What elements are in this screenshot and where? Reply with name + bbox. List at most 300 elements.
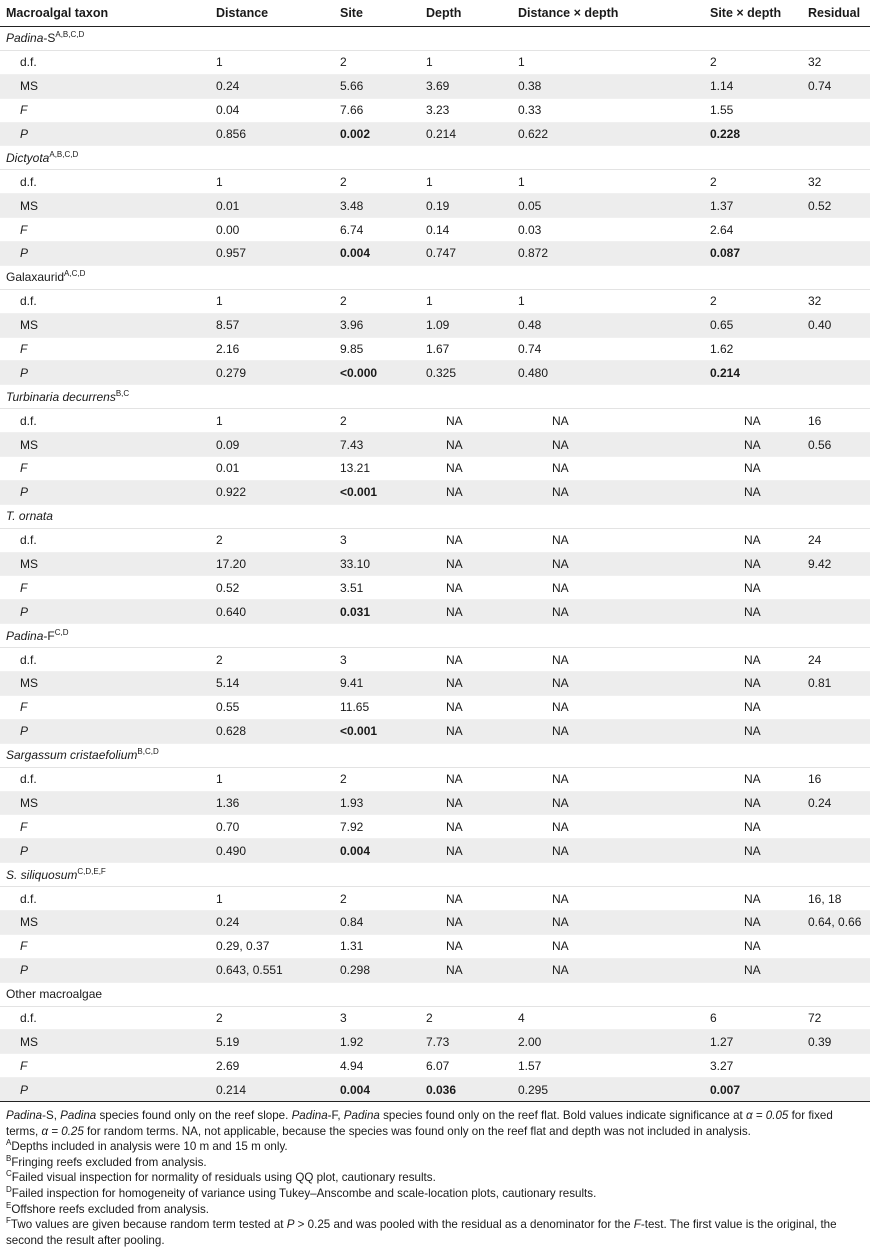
stat-value: 1.27 [702, 1030, 808, 1054]
stat-value [808, 719, 870, 743]
stat-value: NA [702, 672, 808, 696]
stat-value: 2 [702, 50, 808, 74]
stat-value: 0.38 [514, 74, 702, 98]
footnote-b: $^B$Fringing reefs excluded from analysis. [6, 1154, 207, 1169]
stat-row [0, 552, 870, 576]
stat-value: 2 [338, 289, 426, 313]
stat-row [0, 218, 870, 242]
stat-value: 1 [204, 289, 338, 313]
stat-value: 1.36 [204, 791, 338, 815]
stat-label: d.f. [0, 170, 204, 194]
stat-value: NA [426, 457, 514, 481]
header-site: Site [338, 0, 426, 27]
stat-value: NA [514, 480, 702, 504]
stat-value: 5.14 [204, 672, 338, 696]
stat-value: 1 [514, 50, 702, 74]
stat-label: MS [0, 910, 204, 934]
stat-row [0, 242, 870, 266]
footnote-general: Padina-S, Padina species found only on the reef slope. Padina-F, Padina species found only on the reef flat. Bold values indicate significance at α = 0.05 for fixed terms, α = 0.25 for random terms. NA, not applicable, because the species was found only on the reef flat and depth was not included in analysis. [6, 1109, 833, 1138]
taxon-row [0, 27, 870, 51]
stat-value: 0.004 [338, 242, 426, 266]
stat-value: NA [426, 433, 514, 457]
stat-row [0, 791, 870, 815]
stat-value: 0.65 [702, 313, 808, 337]
stat-row [0, 409, 870, 433]
stat-row [0, 170, 870, 194]
stat-row [0, 289, 870, 313]
stat-row [0, 815, 870, 839]
taxon-name: Galaxaurid$^{A,C,D}$ [0, 265, 870, 289]
header-row [0, 0, 870, 27]
stat-label: F [0, 98, 204, 122]
stat-value: 13.21 [338, 457, 426, 481]
header-taxon: Macroalgal taxon [0, 0, 204, 27]
stat-value: 4.94 [338, 1054, 426, 1078]
stat-row [0, 887, 870, 911]
stat-value: 0.643, 0.551 [204, 958, 338, 982]
stat-value: 0.84 [338, 910, 426, 934]
stat-value: NA [514, 767, 702, 791]
stat-value [808, 242, 870, 266]
table-footnotes [0, 1102, 870, 1248]
stat-value: NA [426, 552, 514, 576]
stat-label: d.f. [0, 528, 204, 552]
stat-row [0, 337, 870, 361]
stat-label: MS [0, 791, 204, 815]
stat-value: 0.48 [514, 313, 702, 337]
stat-row [0, 122, 870, 146]
stat-value: 33.10 [338, 552, 426, 576]
stat-row [0, 839, 870, 863]
stat-value [808, 839, 870, 863]
stat-value: NA [702, 767, 808, 791]
stat-value: NA [702, 910, 808, 934]
stat-value: 7.66 [338, 98, 426, 122]
taxon-row [0, 863, 870, 887]
stat-value: 11.65 [338, 695, 426, 719]
stat-value: 2 [204, 648, 338, 672]
stat-value: 2 [338, 409, 426, 433]
taxon-name: Dictyota$^{A,B,C,D}$ [0, 146, 870, 170]
stat-value: 2 [338, 887, 426, 911]
stat-row [0, 1054, 870, 1078]
stat-value: 17.20 [204, 552, 338, 576]
stat-value: 1 [426, 170, 514, 194]
stat-value: 24 [808, 648, 870, 672]
stat-value: 0.922 [204, 480, 338, 504]
taxon-row [0, 146, 870, 170]
stat-row [0, 719, 870, 743]
taxon-row [0, 265, 870, 289]
stat-row [0, 767, 870, 791]
stat-value [808, 480, 870, 504]
footnote-d: $^D$Failed inspection for homogeneity of variance using Tukey–Anscombe and scale-location plots, cautionary results. [6, 1185, 597, 1201]
stat-value: NA [514, 695, 702, 719]
stat-value: NA [426, 958, 514, 982]
stat-value: NA [514, 887, 702, 911]
stat-value: 8.57 [204, 313, 338, 337]
stat-row [0, 695, 870, 719]
stat-value: 2.00 [514, 1030, 702, 1054]
stat-value: NA [426, 791, 514, 815]
stat-label: d.f. [0, 767, 204, 791]
stat-value: 0.29, 0.37 [204, 934, 338, 958]
stat-value: 0.05 [514, 194, 702, 218]
stat-value: 32 [808, 170, 870, 194]
stat-value: 0.74 [514, 337, 702, 361]
stat-value: 1 [514, 170, 702, 194]
stat-value: NA [426, 934, 514, 958]
stat-value: 0.04 [204, 98, 338, 122]
stat-value: 0.747 [426, 242, 514, 266]
stat-value: 0.628 [204, 719, 338, 743]
stat-value: 3.27 [702, 1054, 808, 1078]
stat-value: NA [426, 767, 514, 791]
stat-value: 2 [204, 528, 338, 552]
stat-value: NA [426, 719, 514, 743]
footnote-c: $^C$Failed visual inspection for normality of residuals using QQ plot, cautionary results. [6, 1169, 436, 1185]
stat-value: 0.622 [514, 122, 702, 146]
stat-value: NA [426, 672, 514, 696]
stat-row [0, 934, 870, 958]
stat-value [808, 600, 870, 624]
stat-row [0, 480, 870, 504]
stat-value: 3.96 [338, 313, 426, 337]
stat-value: NA [426, 648, 514, 672]
stat-value: 32 [808, 50, 870, 74]
stat-row [0, 433, 870, 457]
taxon-name: S. siliquosum$^{C,D,E,F}$ [0, 863, 870, 887]
stat-value: NA [702, 839, 808, 863]
stat-value: 9.42 [808, 552, 870, 576]
stat-value: NA [702, 934, 808, 958]
stat-row [0, 600, 870, 624]
stat-value: 0.24 [204, 74, 338, 98]
stat-value: 16 [808, 767, 870, 791]
stat-value: 72 [808, 1006, 870, 1030]
stat-label: P [0, 1078, 204, 1102]
stat-value: NA [514, 433, 702, 457]
stat-value: <0.001 [338, 480, 426, 504]
stat-value: NA [426, 528, 514, 552]
stat-value: 2 [338, 50, 426, 74]
taxon-name: Turbinaria decurrens$^{B,C}$ [0, 385, 870, 409]
stat-label: MS [0, 1030, 204, 1054]
stat-value [808, 361, 870, 385]
stat-value: 0.01 [204, 457, 338, 481]
stat-value: 0.52 [808, 194, 870, 218]
stat-label: d.f. [0, 1006, 204, 1030]
stat-label: P [0, 600, 204, 624]
stat-value: 7.43 [338, 433, 426, 457]
stat-value: <0.000 [338, 361, 426, 385]
stat-value: 0.214 [702, 361, 808, 385]
stat-value: 2 [204, 1006, 338, 1030]
stat-value: 9.41 [338, 672, 426, 696]
stat-value: 0.24 [204, 910, 338, 934]
stat-row [0, 313, 870, 337]
stat-label: F [0, 457, 204, 481]
stat-label: P [0, 958, 204, 982]
stat-row [0, 910, 870, 934]
stat-value: NA [514, 457, 702, 481]
stat-value: 0.279 [204, 361, 338, 385]
stat-row [0, 98, 870, 122]
stat-value: NA [426, 480, 514, 504]
stat-value: 2 [702, 289, 808, 313]
stat-row [0, 648, 870, 672]
header-depth: Depth [426, 0, 514, 27]
stat-label: P [0, 122, 204, 146]
stat-value: 1 [204, 887, 338, 911]
stat-value: NA [426, 695, 514, 719]
stat-value: 2 [702, 170, 808, 194]
stat-value: 1 [204, 50, 338, 74]
stat-value: 9.85 [338, 337, 426, 361]
stat-label: MS [0, 552, 204, 576]
stat-value: 0.872 [514, 242, 702, 266]
stat-value: 0.228 [702, 122, 808, 146]
stat-value: 1.57 [514, 1054, 702, 1078]
stat-value: NA [702, 695, 808, 719]
stat-value: 0.33 [514, 98, 702, 122]
stat-value: NA [426, 839, 514, 863]
stat-label: P [0, 361, 204, 385]
stat-value: 0.56 [808, 433, 870, 457]
stat-value: 1.09 [426, 313, 514, 337]
stat-value: 3 [338, 1006, 426, 1030]
stat-value: 1 [204, 767, 338, 791]
stat-value: 2 [426, 1006, 514, 1030]
stat-value [808, 218, 870, 242]
stat-value: 0.480 [514, 361, 702, 385]
stat-value: 1.92 [338, 1030, 426, 1054]
stat-value: NA [514, 839, 702, 863]
stat-label: MS [0, 313, 204, 337]
stat-value: NA [426, 887, 514, 911]
stat-value: 3.69 [426, 74, 514, 98]
stat-value: NA [702, 576, 808, 600]
stat-value: 0.14 [426, 218, 514, 242]
stat-label: MS [0, 433, 204, 457]
stat-value: NA [514, 648, 702, 672]
header-distance: Distance [204, 0, 338, 27]
stat-value: 7.73 [426, 1030, 514, 1054]
stat-value: 0.856 [204, 122, 338, 146]
stat-value: 16, 18 [808, 887, 870, 911]
stat-label: MS [0, 74, 204, 98]
stat-value: 0.298 [338, 958, 426, 982]
stat-row [0, 1078, 870, 1102]
stat-value: 1.55 [702, 98, 808, 122]
stat-value: 0.007 [702, 1078, 808, 1102]
table-body [0, 27, 870, 1102]
stat-label: d.f. [0, 887, 204, 911]
stat-label: F [0, 1054, 204, 1078]
taxon-row [0, 624, 870, 648]
stat-value: 1 [204, 170, 338, 194]
stat-value: NA [514, 958, 702, 982]
stat-row [0, 1006, 870, 1030]
stat-value: 24 [808, 528, 870, 552]
stat-value: 1.37 [702, 194, 808, 218]
stat-value: 1.93 [338, 791, 426, 815]
stat-value: NA [426, 600, 514, 624]
stat-row [0, 672, 870, 696]
stat-label: P [0, 480, 204, 504]
stat-row [0, 50, 870, 74]
taxon-row [0, 504, 870, 528]
stat-label: d.f. [0, 409, 204, 433]
stat-value: 32 [808, 289, 870, 313]
stat-value: 1.31 [338, 934, 426, 958]
stat-value: NA [702, 457, 808, 481]
taxon-name: Sargassum cristaefolium$^{B,C,D}$ [0, 743, 870, 767]
taxon-name: Padina-$F^{C,D}$ [0, 624, 870, 648]
stat-value: 1 [514, 289, 702, 313]
stat-value: NA [702, 433, 808, 457]
stat-label: F [0, 337, 204, 361]
stat-value: NA [702, 815, 808, 839]
stat-value: NA [702, 600, 808, 624]
stat-value: 0.004 [338, 1078, 426, 1102]
stat-label: F [0, 218, 204, 242]
stat-value: NA [426, 910, 514, 934]
footnote-a: $^A$Depths included in analysis were 10 m and 15 m only. [6, 1138, 288, 1154]
stat-value: NA [514, 528, 702, 552]
stat-value: NA [426, 409, 514, 433]
stat-label: MS [0, 672, 204, 696]
stat-value: 0.957 [204, 242, 338, 266]
stat-value: 0.325 [426, 361, 514, 385]
stat-value: 1 [204, 409, 338, 433]
stat-row [0, 958, 870, 982]
stat-value: 2.16 [204, 337, 338, 361]
stat-value: 2.64 [702, 218, 808, 242]
stat-value: 0.087 [702, 242, 808, 266]
header-residual: Residual [808, 0, 870, 27]
stat-value: NA [514, 934, 702, 958]
stat-value: 3 [338, 528, 426, 552]
stat-value [808, 958, 870, 982]
stat-row [0, 528, 870, 552]
taxon-name: T. ornata [0, 504, 870, 528]
footnote-e: $^E$Offshore reefs excluded from analysis. [6, 1200, 209, 1216]
stat-value: 1.67 [426, 337, 514, 361]
stat-value: 3.51 [338, 576, 426, 600]
taxon-row [0, 743, 870, 767]
stat-value: 0.19 [426, 194, 514, 218]
stat-label: F [0, 815, 204, 839]
stat-value [808, 457, 870, 481]
stat-label: P [0, 719, 204, 743]
stat-value: NA [514, 600, 702, 624]
header-distance-x-depth: Distance × depth [514, 0, 702, 27]
stat-value: 0.214 [426, 122, 514, 146]
stat-value: 0.002 [338, 122, 426, 146]
stat-value: 16 [808, 409, 870, 433]
stat-value: 7.92 [338, 815, 426, 839]
stat-value: NA [514, 791, 702, 815]
stat-value: 0.036 [426, 1078, 514, 1102]
stat-value: 0.52 [204, 576, 338, 600]
stat-value: 6 [702, 1006, 808, 1030]
stat-value: NA [514, 409, 702, 433]
stat-value: 0.214 [204, 1078, 338, 1102]
stat-value: 3.48 [338, 194, 426, 218]
stat-value: NA [426, 815, 514, 839]
stat-value [808, 815, 870, 839]
stat-value: 0.03 [514, 218, 702, 242]
stat-value: 0.09 [204, 433, 338, 457]
taxon-name: Padina-$S^{A,B,C,D}$ [0, 27, 870, 51]
stat-value: 0.55 [204, 695, 338, 719]
stat-value: NA [702, 409, 808, 433]
stat-value: 0.64, 0.66 [808, 910, 870, 934]
stat-value: NA [702, 958, 808, 982]
stat-value: NA [702, 480, 808, 504]
taxon-row [0, 385, 870, 409]
stat-value: 5.66 [338, 74, 426, 98]
stat-value: NA [702, 791, 808, 815]
stat-label: F [0, 934, 204, 958]
taxon-name: Other macroalgae [0, 982, 870, 1006]
stat-row [0, 1030, 870, 1054]
stat-value: 1.14 [702, 74, 808, 98]
stat-value: 1 [426, 289, 514, 313]
stat-value [808, 934, 870, 958]
stat-value: 1 [426, 50, 514, 74]
stat-value: NA [426, 576, 514, 600]
stat-value [808, 98, 870, 122]
stat-row [0, 361, 870, 385]
stat-value [808, 122, 870, 146]
stat-value: NA [702, 648, 808, 672]
stat-label: F [0, 576, 204, 600]
stat-value: 0.00 [204, 218, 338, 242]
header-site-x-depth: Site × depth [702, 0, 808, 27]
stat-value: 0.24 [808, 791, 870, 815]
stat-value: 4 [514, 1006, 702, 1030]
stat-value: NA [514, 910, 702, 934]
stat-value: 0.74 [808, 74, 870, 98]
stat-value: 0.031 [338, 600, 426, 624]
stat-value: NA [514, 815, 702, 839]
stat-label: F [0, 695, 204, 719]
stat-value: 0.81 [808, 672, 870, 696]
stat-value: NA [702, 552, 808, 576]
stat-label: d.f. [0, 289, 204, 313]
stat-value: 0.40 [808, 313, 870, 337]
stat-value: 0.295 [514, 1078, 702, 1102]
stat-value: NA [514, 552, 702, 576]
stat-value: 0.39 [808, 1030, 870, 1054]
stat-value [808, 1054, 870, 1078]
stat-value: 2.69 [204, 1054, 338, 1078]
stat-value [808, 1078, 870, 1102]
stat-value: NA [514, 719, 702, 743]
stat-value: 2 [338, 767, 426, 791]
stat-value [808, 576, 870, 600]
stat-value: 0.70 [204, 815, 338, 839]
stat-value: 5.19 [204, 1030, 338, 1054]
stat-label: d.f. [0, 50, 204, 74]
stat-value: 2 [338, 170, 426, 194]
stat-row [0, 457, 870, 481]
stat-value: 0.01 [204, 194, 338, 218]
stat-row [0, 576, 870, 600]
stat-value: <0.001 [338, 719, 426, 743]
